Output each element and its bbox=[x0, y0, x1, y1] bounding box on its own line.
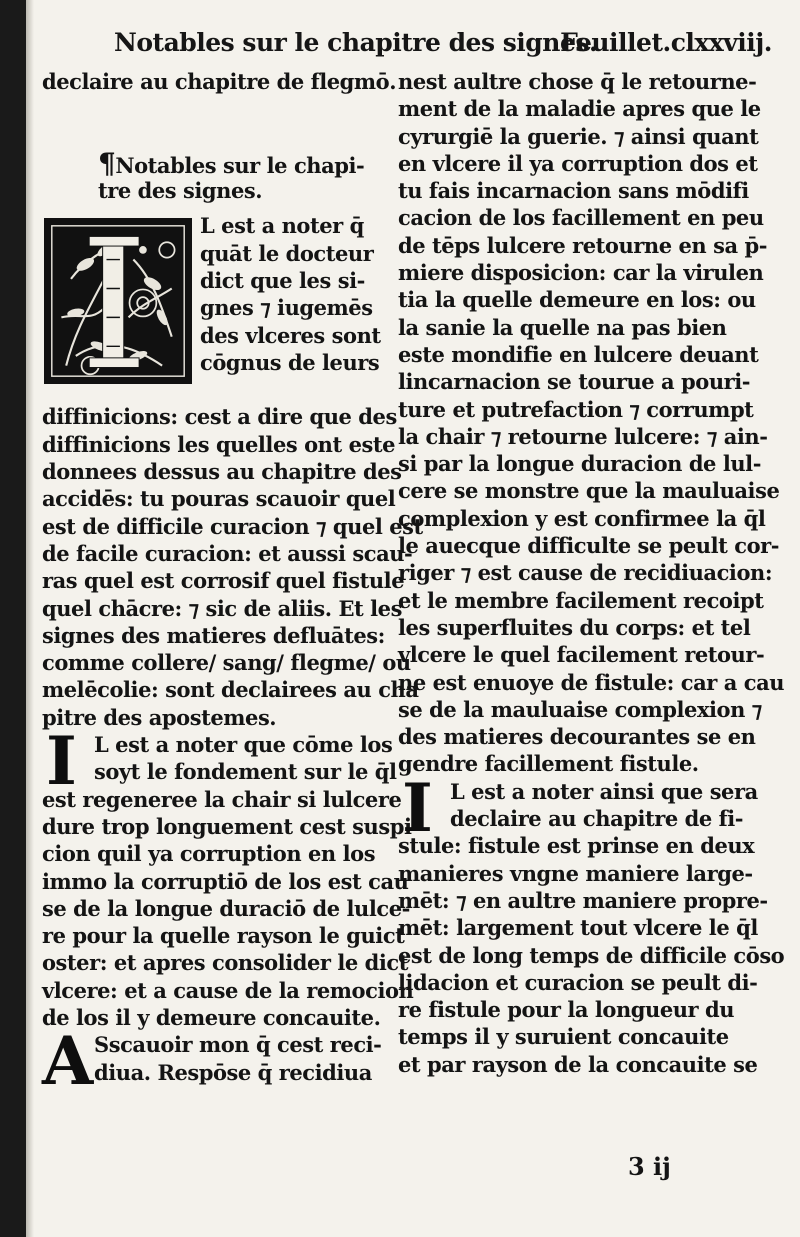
text-line: nest aultre chose q̄ le retourne- bbox=[398, 69, 757, 94]
text-line: comme collere/ sang/ flegme/ ou bbox=[42, 650, 411, 676]
text-line: diffinicions: cest a dire que des bbox=[42, 404, 397, 430]
text-line: miere disposicion: car la virulen bbox=[398, 260, 764, 286]
text-line: re fistule pour la longueur du bbox=[398, 997, 735, 1023]
text-line: cōgnus de leurs bbox=[200, 349, 380, 375]
text-line: immo la corruptiō de los est cau bbox=[42, 868, 409, 894]
text-line: accidēs: tu pouras scauoir quel bbox=[42, 486, 396, 512]
text-line: temps il y suruient concauite bbox=[398, 1024, 729, 1050]
text-line: ture et putrefaction ⁊ corrumpt bbox=[398, 396, 754, 422]
text-line: le auecque difficulte se peult cor- bbox=[398, 533, 780, 559]
woodcut-initial-icon bbox=[44, 218, 192, 384]
paragraph bbox=[398, 768, 785, 1078]
text-line: diffinicions les quelles ont este bbox=[42, 431, 396, 457]
text-line: la sanie la quelle na pas bien bbox=[398, 314, 727, 340]
paragraph-mark-icon: ¶ bbox=[98, 146, 116, 180]
text-line: tia la quelle demeure en los: ou bbox=[398, 287, 756, 313]
running-head bbox=[114, 28, 782, 64]
text-line: complexion y est confirmee la q̄l bbox=[398, 505, 766, 531]
text-line: ras quel est corrosif quel fistule bbox=[42, 568, 405, 594]
text-line: est regeneree la chair si lulcere bbox=[42, 786, 402, 812]
text-line: L est a noter que cōme los bbox=[94, 732, 393, 758]
rubric-heading-line: tre des signes. bbox=[98, 178, 263, 204]
left-column bbox=[42, 68, 423, 1101]
text-line: la chair ⁊ retourne lulcere: ⁊ ain- bbox=[398, 423, 768, 449]
text-line: diua. Respōse q̄ recidiua bbox=[94, 1059, 372, 1085]
drop-cap: I bbox=[402, 768, 433, 847]
text-line: est de difficile curacion ⁊ quel est bbox=[42, 513, 423, 539]
text-line: cyrurgiē la guerie. ⁊ ainsi quant bbox=[398, 123, 759, 149]
text-line: lidacion et curacion se peult di- bbox=[398, 969, 758, 995]
book-page bbox=[26, 0, 800, 1237]
text-line: manieres vngne maniere large- bbox=[398, 860, 753, 886]
text-line: cere se monstre que la mauluaise bbox=[398, 478, 780, 504]
text-line: soyt le fondement sur le q̄l bbox=[94, 759, 397, 785]
text-line: mēt: largement tout vlcere le q̄l bbox=[398, 915, 758, 941]
text-line: ment de la maladie apres que le bbox=[398, 96, 761, 122]
woodcut-initial-block bbox=[42, 212, 392, 403]
text-line: quel chācre: ⁊ sic de aliis. Et les bbox=[42, 595, 402, 621]
paragraph bbox=[398, 68, 785, 778]
text-line: re pour la quelle rayson le guict bbox=[42, 923, 405, 949]
text-line: gnes ⁊ iugemēs bbox=[200, 295, 373, 321]
text-line: des matieres decourantes se en bbox=[398, 724, 756, 750]
text-line: en vlcere il ya corruption dos et bbox=[398, 150, 758, 176]
text-line: est de long temps de difficile cōso bbox=[398, 942, 785, 968]
text-line: cion quil ya corruption en los bbox=[42, 841, 376, 867]
text-line: cacion de los facillement en peu bbox=[398, 205, 764, 231]
woodcut-adjacent-text bbox=[200, 212, 381, 376]
text-line: donnees dessus au chapitre des bbox=[42, 459, 402, 485]
text-line: et par rayson de la concauite se bbox=[398, 1051, 758, 1077]
text-line: se de la mauluaise complexion ⁊ bbox=[398, 696, 762, 722]
text-line: lincarnacion se tourue a pouri- bbox=[398, 369, 751, 395]
text-line: de facile curacion: et aussi scau- bbox=[42, 540, 413, 566]
page-title: Notables sur le chapitre des signes. bbox=[114, 28, 598, 57]
text-line: des vlceres sont bbox=[200, 322, 381, 348]
text-line: et le membre facilement recoipt bbox=[398, 587, 764, 613]
text-line: riger ⁊ est cause de recidiuacion: bbox=[398, 560, 773, 586]
rubric-heading-line: ¶Notables sur le chapi- bbox=[98, 146, 365, 180]
text-line: de tēps lulcere retourne en sa p̄- bbox=[398, 232, 767, 258]
text-line: vlcere: et a cause de la remocion bbox=[42, 977, 414, 1003]
drop-cap: A bbox=[42, 1022, 93, 1101]
text-line: vlcere le quel facilement retour- bbox=[398, 642, 765, 668]
signature-mark: 3 ij bbox=[628, 1152, 671, 1181]
text-line: gendre facillement fistule. bbox=[398, 751, 699, 777]
drop-cap: I bbox=[46, 722, 77, 801]
text-line: mēt: ⁊ en aultre maniere propre- bbox=[398, 887, 768, 913]
folio-number: Feuillet.clxxviij. bbox=[560, 28, 772, 57]
text-line: Sscauoir mon q̄ cest reci- bbox=[94, 1032, 382, 1058]
text-line: si par la longue duracion de lul- bbox=[398, 451, 761, 477]
text-line: dure trop longuement cest suspi bbox=[42, 813, 412, 839]
text-line: declaire au chapitre de fi- bbox=[450, 806, 744, 832]
paragraph bbox=[42, 403, 423, 731]
text-line: stule: fistule est prinse en deux bbox=[398, 833, 755, 859]
text-line: de los il y demeure concauite. bbox=[42, 1005, 381, 1031]
text-line: declaire au chapitre de flegmō. bbox=[42, 69, 397, 94]
text-line: melēcolie: sont declairees au cha bbox=[42, 677, 419, 703]
text-line: les superfluites du corps: et tel bbox=[398, 614, 751, 640]
text-line: dict que les si- bbox=[200, 268, 365, 294]
paragraph bbox=[42, 1022, 392, 1101]
text-line: se de la longue duraciō de lulce- bbox=[42, 895, 410, 921]
text-line: tu fais incarnacion sans mōdifi bbox=[398, 178, 749, 204]
text-line: L est a noter ainsi que sera bbox=[450, 778, 758, 804]
text-line: pitre des apostemes. bbox=[42, 704, 277, 730]
text-line: L est a noter q̄ bbox=[200, 213, 364, 239]
text-line: este mondifie en lulcere deuant bbox=[398, 341, 759, 367]
text-line: ne est enuoye de fistule: car a cau bbox=[398, 669, 785, 695]
text-line: oster: et apres consolider le dict bbox=[42, 950, 409, 976]
text-line: quāt le docteur bbox=[200, 240, 374, 266]
paragraph bbox=[42, 722, 414, 1031]
right-column bbox=[398, 68, 785, 1078]
text-line: signes des matieres defluātes: bbox=[42, 622, 385, 648]
